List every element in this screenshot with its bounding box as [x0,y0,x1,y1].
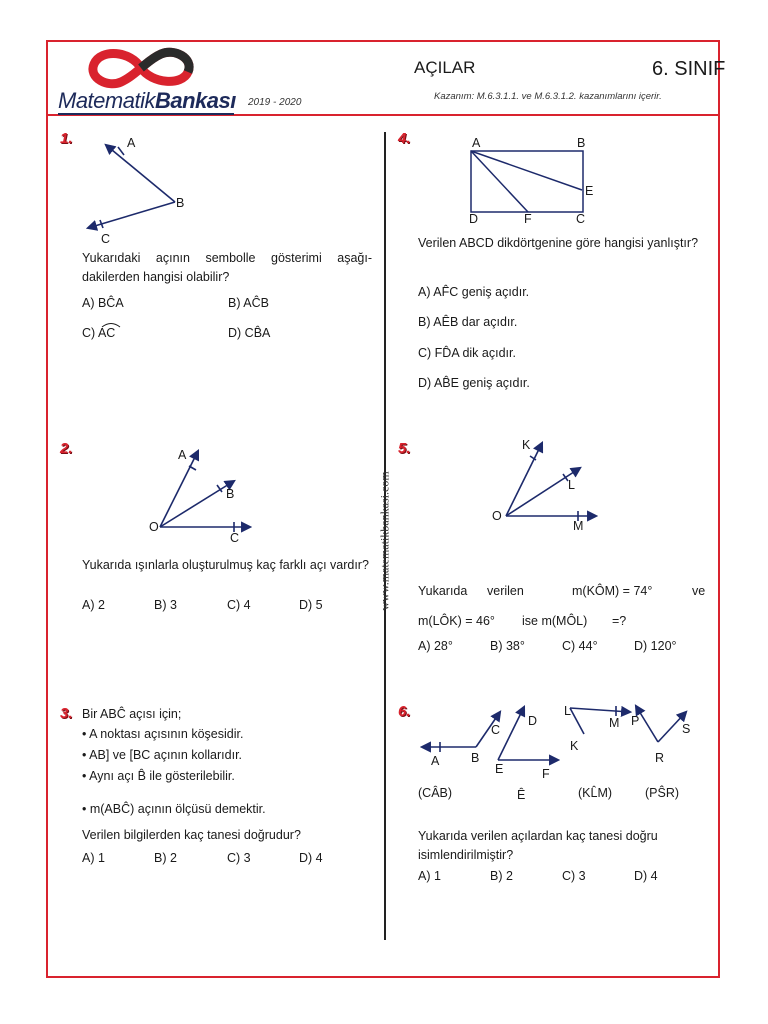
question-5-number: 5. [398,440,411,457]
question-6-number: 6. [398,703,411,720]
q6-angles-figure [418,700,708,780]
q6-name-2: Ê [517,788,526,802]
q4-option-b[interactable]: B) AÊB dar açıdır. [418,315,518,329]
brand-bold: Bankası [154,88,236,113]
q1-option-c[interactable] [82,326,115,340]
q1-option-b[interactable]: B) AĈB [228,296,269,310]
q5-label-l: L [568,478,575,492]
q6-option-b[interactable]: B) 2 [490,869,513,883]
q5-label-k: K [522,438,531,452]
question-3-number: 3. [60,705,73,722]
infinity-logo-icon [86,46,196,90]
q4-rectangle-figure [470,150,590,215]
q3-item-2-text: AB] ve [BC açının kollarıdır. [89,748,243,762]
q5-line1-a: Yukarıda [418,584,468,598]
question-1-number: 1. [60,130,73,147]
q5-line1-b: verilen [487,584,524,598]
q6-option-a[interactable]: A) 1 [418,869,441,883]
q5-option-c[interactable]: C) 44° [562,639,598,653]
q6-label-k: K [570,739,579,753]
q6-label-l: L [564,704,571,718]
q2-option-c[interactable]: C) 4 [227,598,251,612]
q6-option-d[interactable]: D) 4 [634,869,658,883]
q2-option-b[interactable]: B) 3 [154,598,177,612]
q3-option-d[interactable]: D) 4 [299,851,323,865]
q2-option-d[interactable]: D) 5 [299,598,323,612]
q3-item-2: • AB] ve [BC açının kollarıdır. [82,748,243,762]
q1-label-b: B [176,196,185,210]
q6-name-4: (PŜR) [645,786,680,800]
q6-label-f: F [542,767,550,781]
brand-light: Matematik [58,88,155,113]
question-4-number: 4. [398,130,411,147]
grade-label: 6. SINIF [652,58,726,80]
q2-rays-figure [150,445,270,535]
q3-option-b[interactable]: B) 2 [154,851,177,865]
q4-option-c[interactable]: C) FD̂A dik açıdır. [418,346,516,360]
q4-option-a[interactable]: A) AF̂C geniş açıdır. [418,285,530,299]
q6-label-d: D [528,714,538,728]
q5-option-b[interactable]: B) 38° [490,639,525,653]
q2-option-a[interactable]: A) 2 [82,598,105,612]
q1-angle-figure [80,135,200,245]
q3-item-1: • A noktası açısının köşesidir. [82,727,244,741]
q5-option-a[interactable]: A) 28° [418,639,453,653]
q6-label-p: P [631,714,640,728]
q2-text: Yukarıda ışınlarla oluşturulmuş kaç farklı açı vardır? [82,558,369,572]
learning-outcome: Kazanım: M.6.3.1.1. ve M.6.3.1.2. kazanımlarını içerir. [434,91,662,102]
q1-text: Yukarıdaki açının sembolle gösterimi aşağı-dakilerden hangisi olabilir? [82,251,372,284]
q6-label-c: C [491,723,501,737]
q3-item-4: • m(ABĈ) açının ölçüsü demektir. [82,802,266,816]
q5-line1-d: ve [692,584,706,598]
q5-line2-a: m(LÔK) = 46° [418,614,495,628]
q2-label-o: O [149,520,159,534]
q4-label-c: C [576,212,586,226]
q2-label-a: A [178,448,187,462]
q6-text: Yukarıda verilen açılardan kaç tanesi doğru isimlendirilmiştir? [418,829,658,862]
q6-label-r: R [655,751,665,765]
q1-label-c: C [101,232,111,246]
question-2-number: 2. [60,440,73,457]
q4-label-b: B [577,136,586,150]
school-year: 2019 - 2020 [248,97,302,108]
q5-line1-c: m(KÔM) = 74° [572,584,653,598]
q6-label-m: M [609,716,620,730]
q5-label-o: O [492,509,502,523]
q3-item-4-text: m(ABĈ) açının ölçüsü demektir. [89,802,266,816]
q3-intro: Bir ABĈ açısı için; [82,707,182,721]
q4-label-d: D [469,212,479,226]
q6-name-3: (KL̂M) [578,786,613,800]
q1-option-c-text: C) AC [82,326,116,340]
q1-option-d[interactable]: D) CB̂A [228,326,271,340]
q5-option-d[interactable]: D) 120° [634,639,677,653]
q4-option-d[interactable]: D) AB̂E geniş açıdır. [418,376,530,390]
topic-title: AÇILAR [414,58,476,77]
q5-line2-c: =? [612,614,627,628]
q3-option-c[interactable]: C) 3 [227,851,251,865]
q1-option-a[interactable]: A) BĈA [82,296,124,310]
q4-text: Verilen ABCD dikdörtgenine göre hangisi yanlıştır? [418,236,699,250]
brand-underline [58,113,234,115]
q3-question: Verilen bilgilerden kaç tanesi doğrudur? [82,828,301,842]
q1-arc-icon [100,322,122,328]
q5-rays-figure [500,440,610,525]
q5-line2-b: ise m(MÔL) [522,614,588,628]
q3-item-1-text: A noktası açısının köşesidir. [89,727,244,741]
q3-item-3: • Aynı açı B̂ ile gösterilebilir. [82,769,235,783]
q6-label-e: E [495,762,504,776]
q2-label-c: C [230,531,240,545]
q3-option-a[interactable]: A) 1 [82,851,105,865]
q3-item-3-text: Aynı açı B̂ ile gösterilebilir. [89,769,235,783]
q6-name-1: (CÂB) [418,786,453,800]
q6-label-b: B [471,751,480,765]
q6-label-a: A [431,754,440,768]
q1-label-a: A [127,136,136,150]
q5-label-m: M [573,519,584,533]
q4-label-a: A [472,136,481,150]
q6-label-s: S [682,722,691,736]
watermark: www.matematikbankasi.com [377,471,392,611]
brand-name [58,88,236,114]
q2-label-b: B [226,487,235,501]
q6-option-c[interactable]: C) 3 [562,869,586,883]
q4-label-e: E [585,184,594,198]
q4-label-f: F [524,212,532,226]
